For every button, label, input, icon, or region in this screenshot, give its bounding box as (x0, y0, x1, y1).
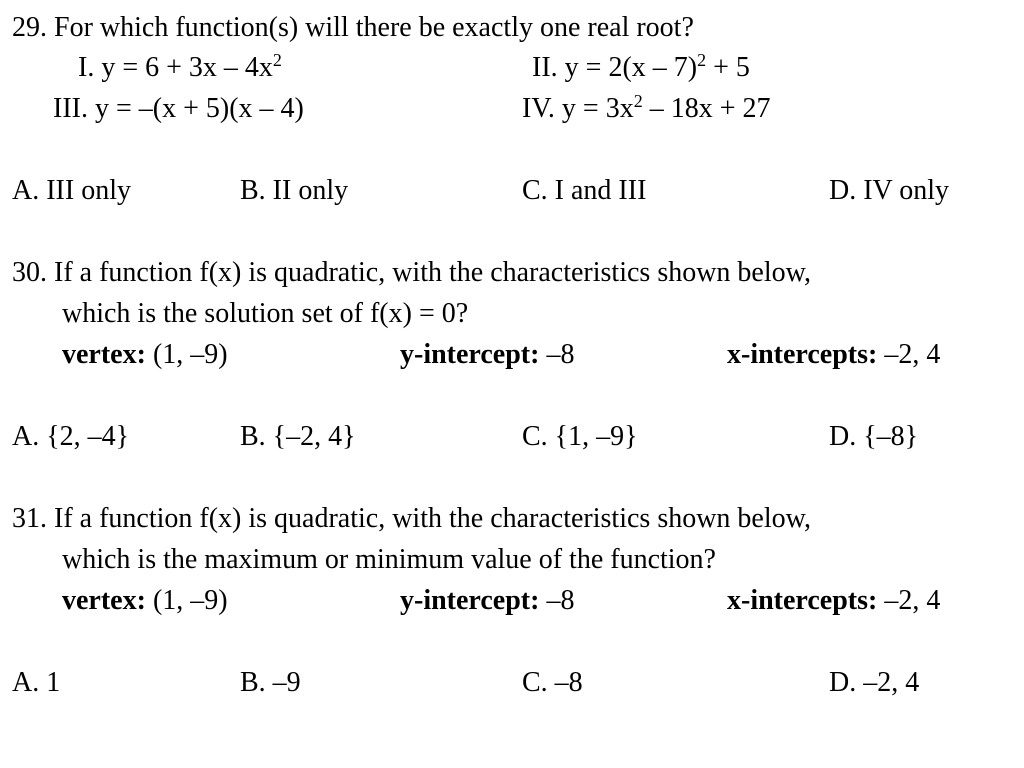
q30-xint-value: –2, 4 (877, 339, 941, 370)
q31-x-intercepts (727, 585, 940, 617)
q29-function-2 (532, 52, 750, 84)
q29-choice-a: A. III only (12, 175, 131, 206)
q29-f1-exponent: 2 (272, 50, 282, 70)
q30-stem-line-2: which is the solution set of f(x) = 0? (62, 298, 469, 329)
q30-choice-b: B. {–2, 4} (240, 421, 356, 452)
q31-vertex-value: (1, –9) (145, 585, 228, 616)
q31-stem-line-1: 31. If a function f(x) is quadratic, with the characteristics shown below, (12, 503, 812, 534)
q31-choice-b: B. –9 (240, 667, 301, 698)
q29-stem: 29. For which function(s) will there be exactly one real root? (12, 12, 694, 43)
q30-choice-c: C. {1, –9} (522, 421, 638, 452)
q31-choice-c: C. –8 (522, 667, 583, 698)
q29-f4-text: IV. y = 3x (522, 93, 634, 124)
q30-y-intercept (400, 339, 574, 371)
q31-vertex (62, 585, 228, 617)
q29-choice-b: B. II only (240, 175, 349, 206)
q31-stem-line-2: which is the maximum or minimum value of the function? (62, 544, 716, 575)
q31-vertex-label: vertex: (62, 585, 146, 616)
q31-yint-value: –8 (539, 585, 575, 616)
q30-choice-a: A. {2, –4} (12, 421, 130, 452)
q29-f2-tail: + 5 (706, 52, 750, 83)
q31-y-intercept (400, 585, 574, 617)
q29-f2-text: II. y = 2(x – 7) (532, 52, 698, 83)
q30-vertex-value: (1, –9) (145, 339, 228, 370)
q29-choice-d: D. IV only (829, 175, 950, 206)
q30-yint-value: –8 (539, 339, 575, 370)
q29-function-1 (78, 52, 282, 84)
q30-choice-d: D. {–8} (829, 421, 919, 452)
q30-x-intercepts (727, 339, 940, 371)
q30-vertex (62, 339, 228, 371)
q29-f1-text: I. y = 6 + 3x – 4x (78, 52, 273, 83)
q31-yint-label: y-intercept: (400, 585, 540, 616)
q29-f2-exponent: 2 (697, 50, 707, 70)
q29-choice-c: C. I and III (522, 175, 647, 206)
q31-choice-d: D. –2, 4 (829, 667, 920, 698)
q31-choice-a: A. 1 (12, 667, 61, 698)
q31-xint-label: x-intercepts: (727, 585, 878, 616)
q29-f4-tail: – 18x + 27 (642, 93, 771, 124)
q29-f4-exponent: 2 (633, 91, 643, 111)
q30-stem-line-1: 30. If a function f(x) is quadratic, with the characteristics shown below, (12, 257, 812, 288)
q30-vertex-label: vertex: (62, 339, 146, 370)
q29-function-4 (522, 93, 771, 125)
q31-xint-value: –2, 4 (877, 585, 941, 616)
q29-function-3: III. y = –(x + 5)(x – 4) (53, 93, 304, 124)
q30-xint-label: x-intercepts: (727, 339, 878, 370)
q30-yint-label: y-intercept: (400, 339, 540, 370)
